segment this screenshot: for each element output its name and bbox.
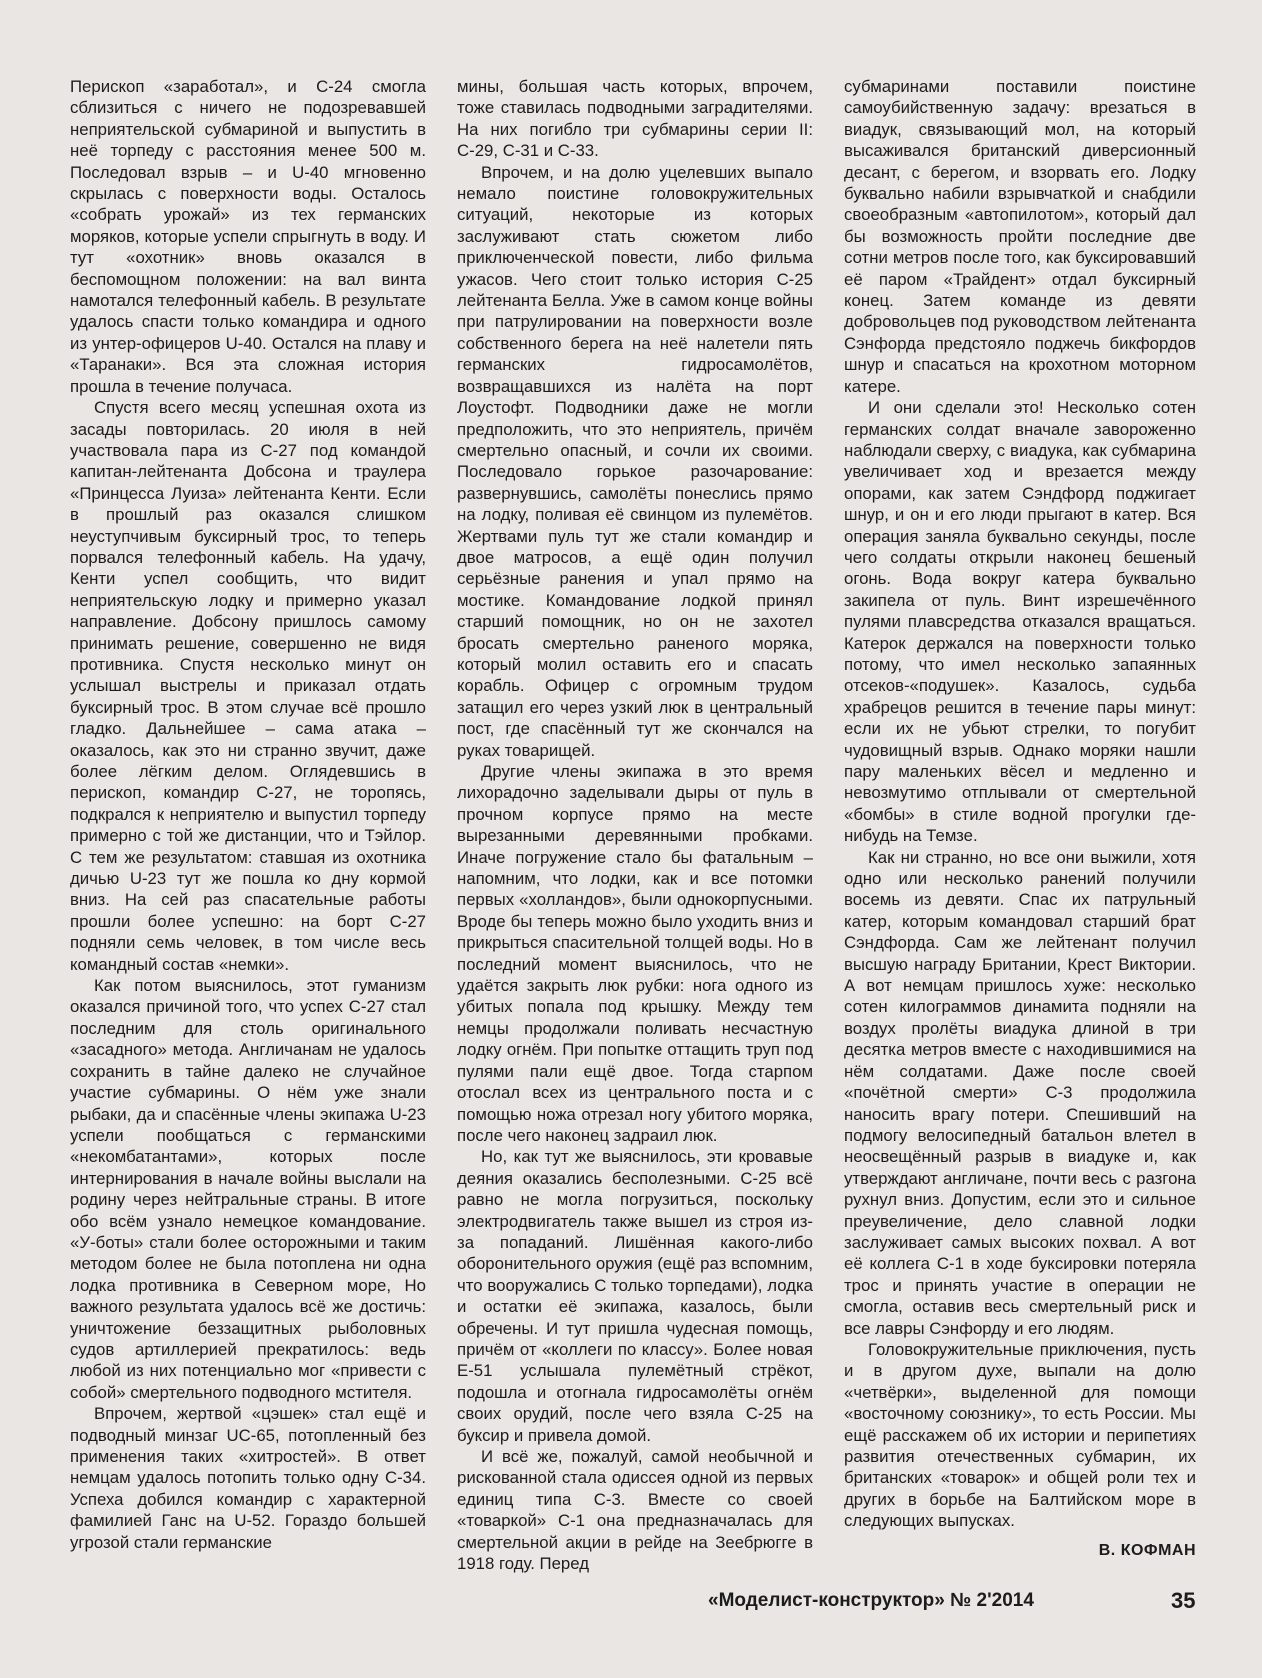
paragraph: Впрочем, жертвой «цэшек» стал ещё и подводный минзаг UC-65, потопленный без применения таких «хитростей». В ответ немцам удалось потопить только одну С-34. Успеха добился командир с характерной фамилией Ганс на U-52. Гораздо большей угрозой стали германские: [70, 1404, 426, 1552]
paragraph: Головокружительные приключения, пусть и в другом духе, выпали на долю «четвёрки», выделенной для помощи «восточному союзнику», то есть России. Мы ещё расскажем об их истории и перипетиях развития отечественных субмарин, их британских «товарок» и общей роли тех и других в борьбе на Балтийском море в следующих выпусках.: [844, 1339, 1196, 1531]
paragraph: Как потом выяснилось, этот гуманизм оказался причиной того, что успех С-27 стал последним для столь оригинального «засадного» метода. Англичанам не удалось сохранить в тайне далеко не случайное участие субмарины. О нём уже знали рыбаки, да и спасённые члены экипажа U-23 успели пообщаться с германскими «некомбатантами», которых после интернирования в начале войны выслали на родину через нейтральные страны. В итоге обо всём узнало немецкое командование. «У-боты» стали более осторожными и таким методом более не была потоплена ни одна лодка противника в Северном море, Но важного результата удалось всё же достичь: уничтожение беззащитных рыболовных судов артиллерией прекратилось: ведь любой из них потенциально мог «привести с собой» смертельного подводного мстителя.: [70, 976, 426, 1402]
paragraph: субмаринами поставили поистине самоубийственную задачу: врезаться в виадук, связывающий мол, на который высаживался британский диверсионный десант, с берегом, и взорвать его. Лодку буквально набили взрывчаткой и снабдили своеобразным «автопилотом», который дал бы возможность пройти последние две сотни метров после того, как буксировавший её паром «Трайдент» отдал буксирный конец. Затем команде из девяти добровольцев под руководством лейтенанта Сэнфорда предстояло поджечь бикфордов шнур и спасаться на крохотном моторном катере.: [844, 77, 1196, 396]
paragraph: И всё же, пожалуй, самой необычной и рискованной стала одиссея одной из первых единиц типа С-3. Вместе со своей «товаркой» С-1 она предназначалась для смертельной акции в рейде на Зеебрюгге в 1918 году. Перед: [457, 1447, 813, 1574]
paragraph: мины, большая часть которых, впрочем, тоже ставилась подводными заградителями. На них погибло три субмарины серии II: С-29, С-31 и С-33.: [457, 77, 813, 161]
journal-title: «Моделист-конструктор» № 2'2014: [708, 1590, 1034, 1611]
paragraph: Но, как тут же выяснилось, эти кровавые деяния оказались бесполезными. С-25 всё равно не могла погрузиться, поскольку электродвигатель также вышел из строя из-за попаданий. Лишённая какого-либо оборонительного оружия (ещё раз вспомним, что вооружались С только торпедами), лодка и остатки её экипажа, казалось, были обречены. И тут пришла чудесная помощь, причём от «коллеги по классу». Более новая Е-51 услышала пулемётный стрёкот, подошла и отогнала гидросамолёты огнём своих орудий, после чего взяла С-25 на буксир и привела домой.: [457, 1147, 813, 1445]
paragraph: Как ни странно, но все они выжили, хотя одно или несколько ранений получили восемь из девяти. Спас их патрульный катер, которым командовал старший брат Сэндфорда. Сам же лейтенант получил высшую награду Британии, Крест Виктории. А вот немцам пришлось хуже: несколько сотен килограммов динамита подняли на воздух пролёты виадука длиной в три десятка метров вместе с находившимися на нём солдатами. Даже после своей «почётной смерти» С-3 продолжила наносить врагу потери. Спешивший на подмогу велосипедный батальон влетел в неосвещённый разрыв в виадуке и, как утверждают англичане, почти весь с разгона рухнул вниз. Допустим, если это и сильное преувеличение, дело славной лодки заслуживает самых высоких похвал. А вот её коллега С-1 в ходе буксировки потеряла трос и принять участие в операции не смогла, оставив весь смертельный риск и все лавры Сэнфорду и его людям.: [844, 847, 1196, 1338]
page-footer: [0, 1590, 1262, 1630]
paragraph: Спустя всего месяц успешная охота из засады повторилась. 20 июля в ней участвовала пара из С-27 под командой капитан-лейтенанта Добсона и траулера «Принцесса Луиза» лейтенанта Кенти. Если в прошлый раз оказался слишком неуступчивым буксирный трос, то теперь порвался телефонный кабель. На удачу, Кенти успел сообщить, что видит неприятельскую лодку и примерно указал направление. Добсону пришлось самому принимать решение, совершенно не видя противника. Спустя несколько минут он услышал выстрелы и приказал отдать буксирный трос. В этом случае всё прошло гладко. Дальнейшее – сама атака – оказалось, как это ни странно звучит, даже более лёгким делом. Оглядевшись в перископ, командир С-27, не торопясь, подкрался к неприятелю и выпустил торпеду примерно с той же дистанции, что и Тэйлор. С тем же результатом: ставшая из охотника дичью U-23 тут же пошла ко дну кормой вниз. На сей раз спасательные работы прошли более успешно: на борт С-27 подняли семь человек, в том числе весь командный состав «немки».: [70, 398, 426, 974]
author-signature: В. КОФМАН: [1098, 1541, 1196, 1559]
text-column-1: [70, 76, 426, 1553]
paragraph: Впрочем, и на долю уцелевших выпало немало поистине головокружительных ситуаций, некоторые из которых заслуживают стать сюжетом либо приключенческой повести, либо фильма ужасов. Чего стоит только история С-25 лейтенанта Белла. Уже в самом конце войны при патрулировании на поверхности возле собственного берега на неё налетели пять германских гидросамолётов, возвращавшихся из налёта на порт Лоустофт. Подводники даже не могли предположить, что это неприятель, причём смертельно опасный, и сочли их своими. Последовало горькое разочарование: развернувшись, самолёты понеслись прямо на лодку, поливая её свинцом из пулемётов. Жертвами пуль тут же стали командир и двое матросов, а ещё один получил серьёзные ранения и упал прямо на мостике. Командование лодкой принял старший помощник, но он не захотел бросать смертельно раненого моряка, который молил оставить его и спасать корабль. Офицер с огромным трудом затащил его через узкий люк в центральный пост, где спасённый тут же скончался на руках товарищей.: [457, 162, 813, 760]
paragraph: Перископ «заработал», и С-24 смогла сблизиться с ничего не подозревавшей неприятельской субмариной и выпустить в неё торпеду с расстояния менее 500 м. Последовал взрыв – и U-40 мгновенно скрылась с поверхности воды. Осталось «собрать урожай» из тех германских моряков, которые успели спрыгнуть в воду. И тут «охотник» вновь оказался в беспомощном положении: на вал винта намотался телефонный кабель. В результате удалось спасти только командира и одного из унтер-офицеров U-40. Остался на плаву и «Таранаки». Вся эта сложная история прошла в течение получаса.: [70, 77, 426, 396]
page-number: 35: [1171, 1588, 1196, 1613]
paragraph: И они сделали это! Несколько сотен германских солдат вначале завороженно наблюдали сверху, с виадука, как субмарина увеличивает ход и врезается между опорами, как затем Сэндфорд поджигает шнур, и он и его люди прыгают в катер. Вся операция заняла буквально секунды, после чего солдаты открыли наконец бешеный огонь. Вода вокруг катера буквально закипела от пуль. Винт изрешечённого пулями плавсредства отказался вращаться. Катерок держался на поверхности только потому, что имел несколько запаянных отсеков-«подушек». Казалось, судьба храбрецов решится в течение пары минут: если их не убьют стрелки, то погубит чудовищный взрыв. Однако моряки нашли пару маленьких вёсел и медленно и невозмутимо отплывали от смертельной «бомбы» в стиле водной прогулки где-нибудь на Темзе.: [844, 398, 1196, 846]
text-column-2: [457, 76, 813, 1574]
text-column-3: [844, 76, 1196, 1561]
paragraph: Другие члены экипажа в это время лихорадочно заделывали дыры от пуль в прочном корпусе прямо на месте вырезанными деревянными пробками. Иначе погружение стало бы фатальным – напомним, что лодки, как и все потомки первых «холландов», были однокорпусными. Вроде бы теперь можно было уходить вниз и прикрыться спасительной толщей воды. Но в последний момент выяснилось, что не удаётся закрыть люк рубки: нога одного из убитых попала под крышку. Между тем немцы продолжали поливать несчастную лодку огнём. При попытке оттащить труп под пулями пали ещё двое. Тогда старпом отослал всех из центрального поста и с помощью ножа отрезал ногу убитого моряка, после чего наконец задраил люк.: [457, 762, 813, 1145]
